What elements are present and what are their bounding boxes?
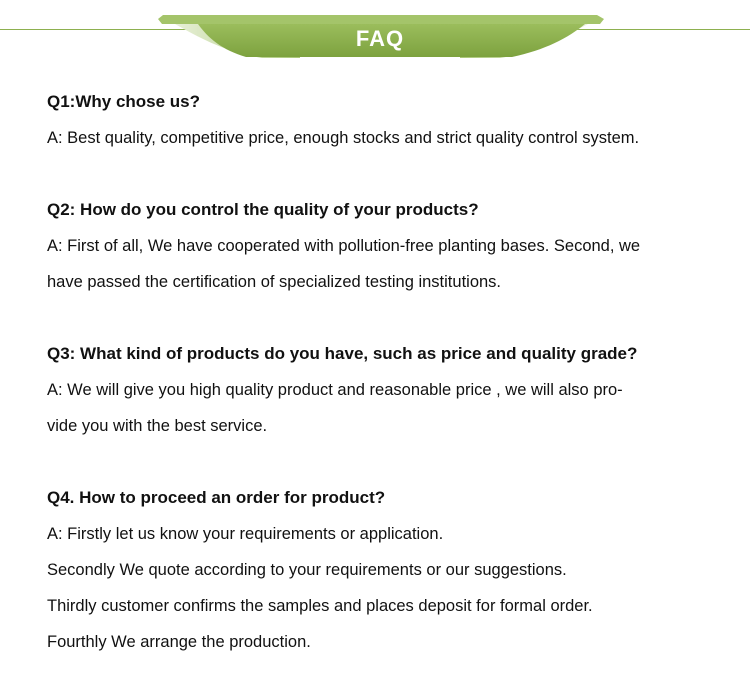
faq-answer-line: Secondly We quote according to your requirements or our suggestions.: [47, 561, 567, 579]
faq-question: Q4. How to proceed an order for product?: [47, 488, 386, 507]
faq-answer-line: have passed the certification of specialized testing institutions.: [47, 273, 502, 291]
faq-question: Q1:Why chose us?: [47, 92, 201, 111]
faq-item-q1: [47, 84, 737, 156]
faq-question: Q3: What kind of products do you have, such as price and quality grade?: [47, 344, 638, 363]
banner-top-strip: [158, 15, 604, 24]
faq-answer-line: A: Best quality, competitive price, enough stocks and strict quality control system.: [47, 129, 640, 147]
faq-item-q2: [47, 192, 737, 300]
faq-answer-line: A: First of all, We have cooperated with pollution-free planting bases. Second, we: [47, 237, 641, 255]
faq-answer-line: Fourthly We arrange the production.: [47, 633, 311, 651]
faq-item-q4: [47, 480, 737, 660]
faq-answer-line: A: Firstly let us know your requirements or application.: [47, 525, 444, 543]
faq-header: [0, 0, 750, 70]
faq-list: [47, 84, 737, 660]
faq-question: Q2: How do you control the quality of your products?: [47, 200, 479, 219]
faq-title: FAQ: [355, 26, 405, 51]
faq-item-q3: [47, 336, 737, 444]
faq-answer-line: vide you with the best service.: [47, 417, 268, 435]
faq-answer-line: Thirdly customer confirms the samples and places deposit for formal order.: [47, 597, 593, 615]
faq-answer-line: A: We will give you high quality product and reasonable price , we will also pro-: [47, 381, 623, 399]
